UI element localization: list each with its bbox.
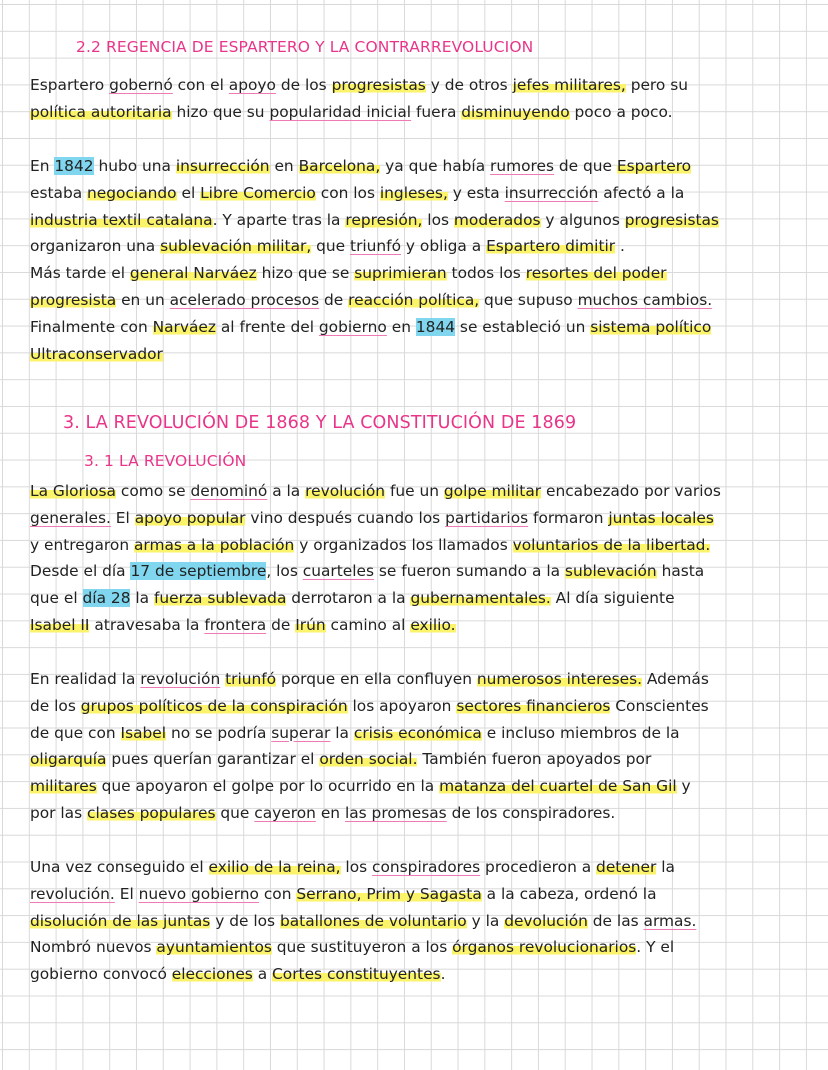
underlined-text: apoyo [228,76,276,94]
highlighted-text: Serrano, Prim y Sagasta [296,884,482,903]
text-segment: pues querían garantizar el [106,750,320,769]
date-highlight: 17 de septiembre [130,562,267,581]
text-segment: de las [587,911,644,930]
highlighted-text: militares [30,777,97,796]
paragraph [30,854,820,988]
text-segment: formaron [528,508,609,527]
highlighted-text: oligarquía [30,750,107,769]
date-highlight: 1842 [54,157,94,175]
text-line [30,314,820,341]
text-segment: la [130,589,154,608]
text-segment: al frente del [215,317,319,336]
text-segment: El [114,884,139,903]
text-line [30,854,820,881]
paragraph [30,72,820,126]
highlighted-text: devolución [504,911,588,930]
underlined-text: revolución. [30,884,115,903]
text-segment: En [30,157,55,175]
text-segment: procedieron a [480,858,597,876]
text-line [30,341,820,368]
text-segment: , los [266,562,303,581]
text-segment: Nombró nuevos [30,938,157,957]
underlined-text: gobierno [318,317,387,336]
text-segment: como se [116,482,191,500]
underlined-text: triunfó [350,237,402,256]
highlighted-text: progresistas [331,76,426,94]
text-segment: porque en ella confluyen [276,670,477,688]
highlighted-text: ayuntamientos [156,938,272,957]
paragraph [30,666,820,827]
highlighted-text: general Narváez [129,264,257,283]
text-line [30,260,820,287]
highlighted-text: exilio. [410,615,456,634]
highlighted-text: represión, [345,210,423,229]
text-segment: . Y el [636,938,675,957]
text-line [30,961,820,988]
text-segment: que el [30,589,83,608]
text-segment: y de otros [425,76,513,94]
highlighted-text: sublevación militar, [160,237,312,256]
highlighted-text: sublevación [564,562,657,581]
text-segment: Finalmente con [30,317,153,336]
text-line [30,72,820,99]
highlighted-text: revolución [305,482,386,500]
text-segment: En realidad la [30,670,141,688]
highlighted-text: clases populares [87,803,216,822]
highlighted-text: insurrección [175,157,270,175]
highlighted-text: Espartero [616,157,692,175]
text-segment: que supuso [479,290,578,309]
highlighted-text: Irún [295,615,326,634]
text-segment: en [386,317,416,336]
text-segment: en [315,803,345,822]
text-segment: en [269,157,299,175]
highlighted-text: disminuyendo [461,102,570,121]
highlighted-text: disolución de las juntas [30,911,211,930]
text-segment: . [440,965,446,984]
text-segment: que [311,237,351,256]
highlighted-text: Ultraconservador [30,344,163,363]
underlined-text: cuarteles [302,562,374,581]
underlined-text: frontera [204,615,267,634]
text-segment: con los [315,183,380,202]
highlighted-text: triunfó [225,670,277,688]
underlined-text: las promesas [344,803,447,822]
underlined-text: superar [271,723,331,742]
paragraph [30,153,820,367]
highlighted-text: negociando [87,183,177,202]
date-highlight: 1844 [415,317,456,336]
text-segment: Además [642,670,709,688]
text-segment: e incluso miembros de la [481,723,680,742]
highlighted-text: sectores financieros [456,696,611,715]
highlighted-text: voluntarios de la libertad. [512,535,711,554]
text-segment: . Y aparte tras la [212,210,346,229]
text-segment: que apoyaron el golpe por lo ocurrido en la [96,777,440,796]
underlined-text: revolución [140,670,221,688]
highlighted-text: progresista [30,290,117,309]
text-segment: en un [116,290,170,309]
text-line [30,532,820,559]
text-segment: poco a poco. [569,102,673,121]
highlighted-text: Espartero dimitir [486,237,616,256]
text-line [30,720,820,747]
text-line [30,612,820,639]
date-highlight: día 28 [82,589,131,608]
text-segment: El [110,508,135,527]
underlined-text: generales. [30,508,111,527]
underlined-text: insurrección [504,183,599,202]
text-segment: y esta [447,183,505,202]
highlighted-text: orden social. [319,750,418,769]
text-line [30,934,820,961]
text-segment: hizo que se [256,264,355,283]
text-line [30,180,820,207]
text-line [30,505,820,532]
highlighted-text: ingleses, [379,183,448,202]
text-line [30,233,820,260]
text-segment: todos los [446,264,526,283]
highlighted-text: exilio de la reina, [208,858,341,876]
highlighted-text: jefes militares, [512,76,626,94]
section-heading-revolucion-1868: 3. LA REVOLUCIÓN DE 1868 Y LA CONSTITUCIÓN DE 1869 [63,413,577,433]
text-segment: por las [30,803,88,822]
text-segment: se fueron sumando a la [374,562,565,581]
text-segment: de que [554,157,617,175]
text-line [30,773,820,800]
highlighted-text: Isabel [120,723,167,742]
highlighted-text: golpe militar [443,482,542,500]
text-segment: de [266,615,296,634]
highlighted-text: armas a la población [133,535,295,554]
text-segment: a la [267,482,306,500]
text-segment: no se podría [166,723,272,742]
text-segment: con el [172,76,229,94]
text-segment: derrotaron a la [286,589,411,608]
text-segment: fue un [385,482,444,500]
text-segment: de [319,290,349,309]
highlighted-text: fuerza sublevada [153,589,287,608]
section-heading-regencia: 2.2 REGENCIA DE ESPARTERO Y LA CONTRARREVOLUCION [76,38,534,56]
text-line [30,746,820,773]
text-line [30,881,820,908]
text-line [30,99,820,126]
text-line [30,153,820,180]
text-segment: la [656,858,675,876]
text-segment: y [676,777,691,796]
text-line [30,558,820,585]
text-segment: hizo que su [171,102,270,121]
highlighted-text: matanza del cuartel de San Gil [439,777,677,796]
highlighted-text: Barcelona, [298,157,381,175]
highlighted-text: apoyo popular [134,508,246,527]
text-segment: estaba [30,183,88,202]
text-line [30,585,820,612]
text-segment: de los [275,76,332,94]
underlined-text: denominó [190,482,268,500]
paragraph [30,478,820,639]
highlighted-text: crisis económica [353,723,482,742]
text-segment: atravesaba la [89,615,205,634]
highlighted-text: progresistas [624,210,719,229]
text-segment: Más tarde el [30,264,130,283]
text-segment: organizaron una [30,237,161,256]
text-line [30,207,820,234]
underlined-text: acelerado procesos [169,290,320,309]
text-segment: de los [30,696,81,715]
highlighted-text: numerosos intereses. [476,670,643,688]
text-segment: hasta [656,562,705,581]
text-segment: con [258,884,297,903]
underlined-text: gobernó [109,76,173,94]
text-segment: ya que había [380,157,491,175]
text-segment: a la cabeza, ordenó la [481,884,657,903]
underlined-text: nuevo gobierno [138,884,259,903]
text-line [30,693,820,720]
text-segment: pero su [625,76,688,94]
text-line [30,908,820,935]
underlined-text: armas. [643,911,697,930]
highlighted-text: resortes del poder [525,264,667,283]
underlined-text: partidarios [445,508,529,527]
text-segment: que [215,803,255,822]
text-segment: y la [466,911,505,930]
underlined-text: muchos cambios. [577,290,713,309]
highlighted-text: Cortes constituyentes [272,965,441,984]
highlighted-text: juntas locales [608,508,714,527]
underlined-text: conspiradores [372,858,481,876]
text-segment: los [422,210,454,229]
highlighted-text: industria textil catalana [30,210,213,229]
highlighted-text: elecciones [171,965,253,984]
highlighted-text: moderados [453,210,541,229]
text-segment: camino al [325,615,411,634]
text-segment: . [615,237,625,256]
text-segment: Espartero [30,76,110,94]
text-segment: y obliga a [401,237,487,256]
highlighted-text: órganos revolucionarios [452,938,637,957]
highlighted-text: suprimieran [354,264,447,283]
text-segment: y entregaron [30,535,134,554]
highlighted-text: batallones de voluntario [279,911,467,930]
text-segment: vino después cuando los [245,508,446,527]
highlighted-text: Narváez [152,317,216,336]
highlighted-text: Libre Comercio [200,183,316,202]
text-segment: Conscientes [610,696,709,715]
text-segment: Desde el día [30,562,131,581]
text-segment: Al día siguiente [550,589,675,608]
highlighted-text: La Gloriosa [30,482,116,500]
text-segment: el [176,183,201,202]
text-segment: Una vez conseguido el [30,858,209,876]
highlighted-text: grupos políticos de la conspiración [80,696,348,715]
underlined-text: popularidad inicial [269,102,412,121]
text-segment: y organizados los llamados [294,535,513,554]
subsection-heading-revolucion: 3. 1 LA REVOLUCIÓN [84,452,247,470]
text-segment: También fueron apoyados por [417,750,652,769]
text-segment: los apoyaron [347,696,457,715]
text-line [30,800,820,827]
text-segment: afectó a la [598,183,685,202]
text-line [30,287,820,314]
text-segment: y de los [210,911,280,930]
highlighted-text: reacción política, [348,290,480,309]
highlighted-text: sistema político [590,317,712,336]
text-segment: encabezado por varios [541,482,721,500]
text-segment: la [330,723,354,742]
text-segment: los [340,858,373,876]
text-line [30,666,820,693]
text-segment: gobierno convocó [30,965,172,984]
text-segment: que sustituyeron a los [271,938,453,957]
highlighted-text: detener [596,858,657,876]
text-segment: se estableció un [455,317,591,336]
text-segment: de los conspiradores. [446,803,616,822]
text-segment: a [252,965,273,984]
text-line [30,478,820,505]
highlighted-text: Isabel II [30,615,90,634]
text-segment: hubo una [93,157,176,175]
text-segment: de que con [30,723,121,742]
text-segment: fuera [411,102,462,121]
underlined-text: cayeron [254,803,316,822]
text-segment: y algunos [540,210,625,229]
highlighted-text: política autoritaria [30,102,172,121]
highlighted-text: gubernamentales. [410,589,551,608]
underlined-text: rumores [490,157,554,175]
